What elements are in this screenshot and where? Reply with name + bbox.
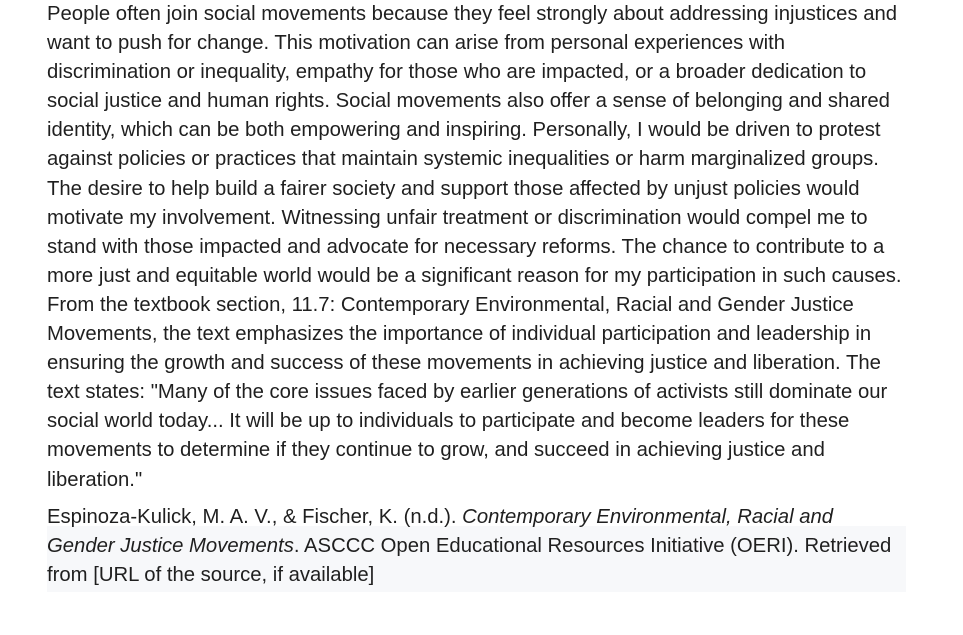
citation-text	[47, 503, 906, 590]
citation-block	[47, 503, 906, 590]
citation-publisher: . ASCCC Open Educational Resources Initiative (OERI). Retrieved from [URL of the source, if available]	[47, 534, 892, 586]
citation-authors: Espinoza-Kulick, M. A. V., & Fischer, K. (n.d.).	[47, 505, 463, 528]
document-page	[47, 0, 906, 590]
citation-title: Contemporary Environmental, Racial and Gender Justice Movements	[47, 505, 834, 557]
body-paragraph: People often join social movements because they feel strongly about addressing injustices and want to push for change. This motivation can arise from personal experiences with discrimination or inequality, empathy for those who are impacted, or a broader dedication to social justice and human rights. Social movements also offer a sense of belonging and shared identity, which can be both empowering and inspiring. Personally, I would be driven to protest against policies or practices that maintain systemic inequalities or harm marginalized groups. The desire to help build a fairer society and support those affected by unjust policies would motivate my involvement. Witnessing unfair treatment or discrimination would compel me to stand with those impacted and advocate for necessary reforms. The chance to contribute to a more just and equitable world would be a significant reason for my participation in such causes. From the textbook section, 11.7: Contemporary Environmental, Racial and Gender Justice Movements, the text emphasizes the importance of individual participation and leadership in ensuring the growth and success of these movements in achieving justice and liberation. The text states: "Many of the core issues faced by earlier generations of activists still dominate our social world today... It will be up to individuals to participate and become leaders for these movements to determine if they continue to grow, and succeed in achieving justice and liberation."	[47, 3, 902, 491]
